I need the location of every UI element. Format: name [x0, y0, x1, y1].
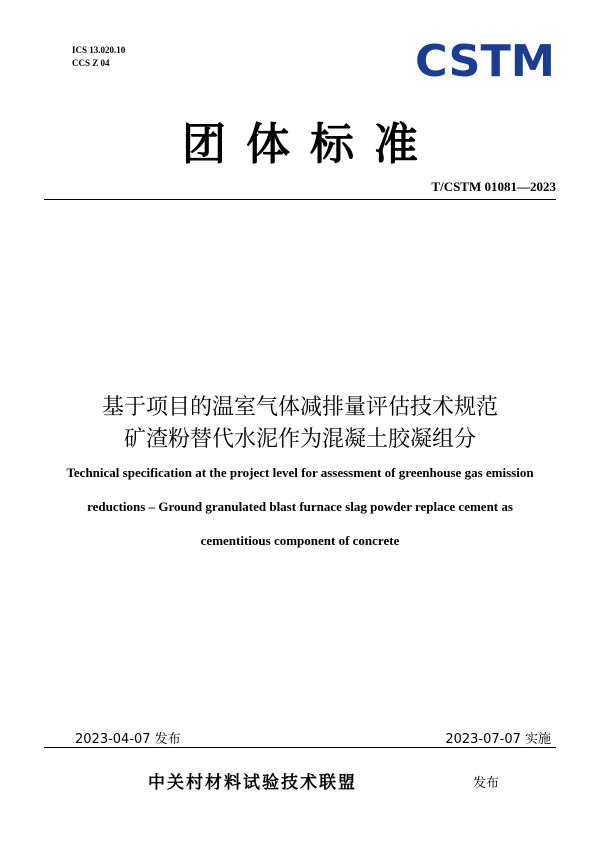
publishing-organization: 中关村材料试验技术联盟: [148, 773, 357, 793]
ccs-code: CCS Z 04: [72, 58, 110, 68]
publish-date: 2023-04-07 发布: [75, 732, 181, 747]
page-title: 团体标准: [182, 119, 438, 170]
standard-number: T/CSTM 01081—2023: [431, 179, 556, 194]
implement-date: 2023-07-07 实施: [445, 732, 551, 747]
logo-text: CSTM: [415, 40, 555, 80]
classification-codes: [72, 44, 125, 70]
publish-label: 发布: [473, 776, 500, 791]
zh-title-line-2: 矿渣粉替代水泥作为混凝土胶凝组分: [123, 427, 476, 452]
footer-divider: [44, 747, 556, 748]
cstm-logo: [415, 40, 557, 80]
en-title: Technical specification at the project level for assessment of greenhouse gas emission reductions – Ground granulated blast furnace slag powder replace cement as cementitious component of concrete: [66, 465, 534, 548]
header-divider: [44, 199, 556, 200]
zh-title-line-1: 基于项目的温室气体减排量评估技术规范: [101, 395, 498, 420]
ics-code: ICS 13.020.10: [72, 45, 126, 55]
